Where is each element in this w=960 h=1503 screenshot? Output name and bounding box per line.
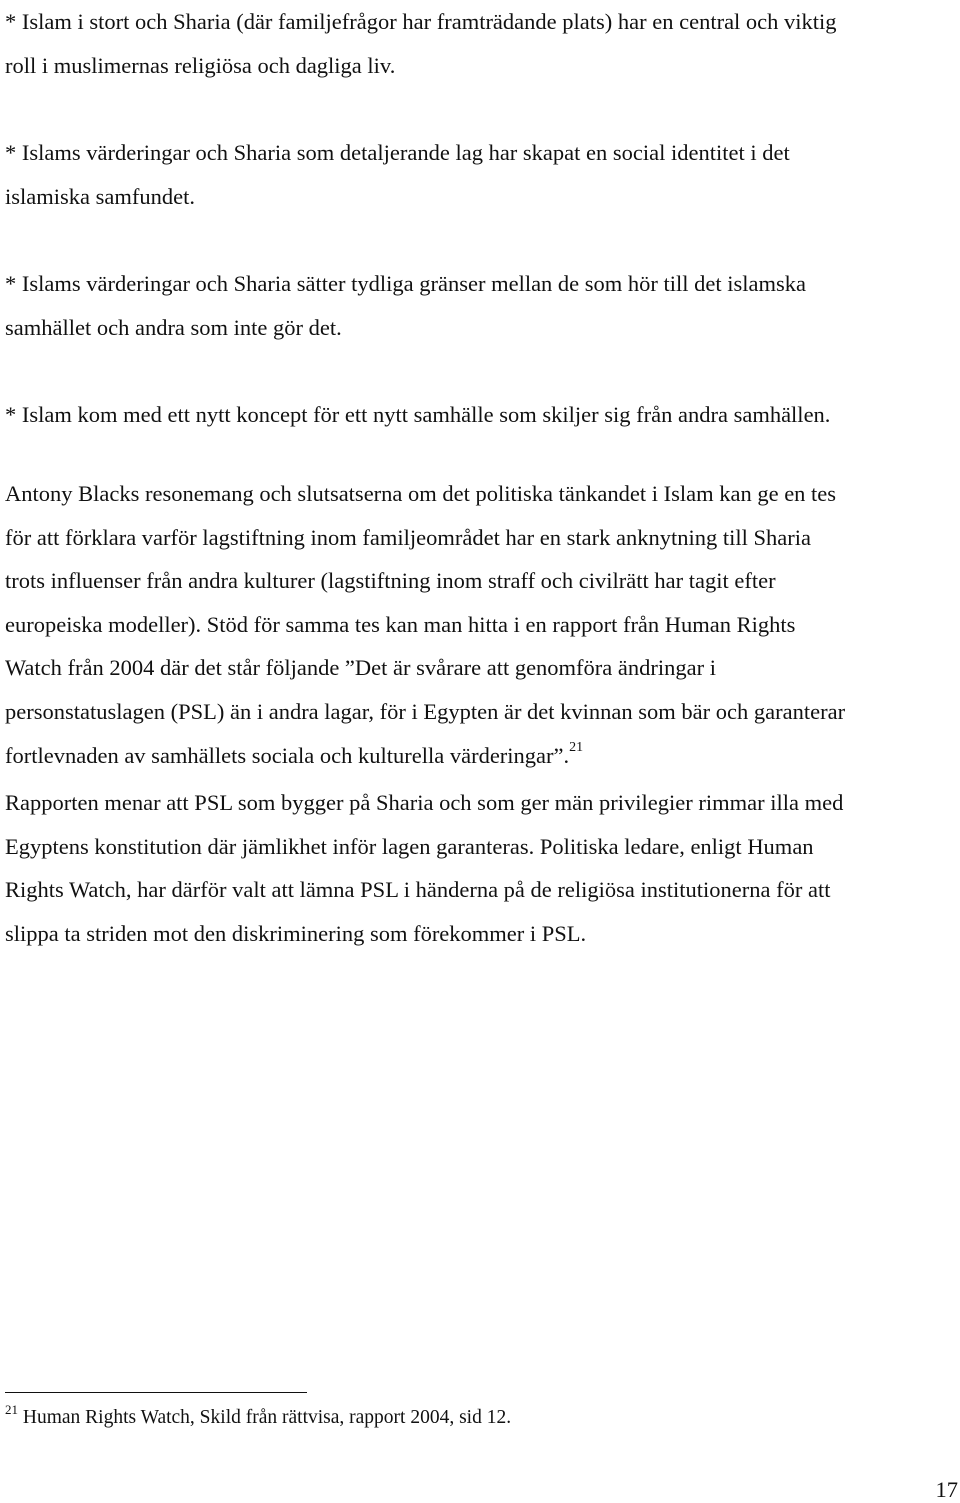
text-line: Rapporten menar att PSL som bygger på Sharia och som ger män privilegier rimmar illa med (5, 790, 844, 816)
bullet-item (5, 0, 950, 88)
text-line: europeiska modeller). Stöd för samma tes kan man hitta i en rapport från Human Rights (5, 611, 796, 637)
footnote-reference[interactable]: 21 (569, 739, 584, 755)
text-line: * Islam kom med ett nytt koncept för ett nytt samhälle som skiljer sig från andra samhällen. (5, 402, 831, 427)
text-line (5, 734, 955, 782)
text-line: islamiska samfundet. (5, 184, 195, 209)
text-line: samhället och andra som inte gör det. (5, 315, 342, 340)
footnote-text: Human Rights Watch, Skild från rättvisa, rapport 2004, sid 12. (18, 1407, 512, 1428)
bullet-item (5, 262, 950, 350)
page-number: 17 (935, 1477, 958, 1502)
footnote (5, 1402, 512, 1431)
text-line-content: fortlevnaden av samhällets sociala och kulturella värderingar”. (5, 742, 570, 768)
bullet-item (5, 393, 950, 437)
text-line: Rights Watch, har därför valt att lämna PSL i händerna på de religiösa institutionerna för att (5, 877, 831, 903)
text-line: roll i muslimernas religiösa och dagliga liv. (5, 53, 396, 78)
text-line: trots influenser från andra kulturer (lagstiftning inom straff och civilrätt har tagit efter (5, 568, 776, 594)
text-line: * Islams värderingar och Sharia som detaljerande lag har skapat en social identitet i det (5, 140, 790, 165)
text-line: Watch från 2004 där det står följande ”Det är svårare att genomföra ändringar i (5, 655, 716, 681)
text-line: personstatuslagen (PSL) än i andra lagar, för i Egypten är det kvinnan som bär och garanterar (5, 698, 846, 724)
bullet-item (5, 131, 950, 219)
text-line: Antony Blacks resonemang och slutsatserna om det politiska tänkandet i Islam kan ge en tes (5, 481, 837, 506)
text-line: slippa ta striden mot den diskriminering som förekommer i PSL. (5, 920, 587, 946)
text-line: Egyptens konstitution där jämlikhet inför lagen garanteras. Politiska ledare, enligt Human (5, 833, 814, 859)
text-line: * Islams värderingar och Sharia sätter tydliga gränser mellan de som hör till det islamska (5, 271, 807, 296)
body-paragraph (5, 472, 955, 956)
footnote-divider (5, 1392, 307, 1393)
text-line: för att förklara varför lagstiftning inom familjeområdet har en stark anknytning till Sharia (5, 524, 812, 550)
footnote-number: 21 (5, 1402, 18, 1417)
bullet-list (5, 0, 950, 480)
text-line: * Islam i stort och Sharia (där familjefrågor har framträdande plats) har en central och viktig (5, 9, 837, 34)
